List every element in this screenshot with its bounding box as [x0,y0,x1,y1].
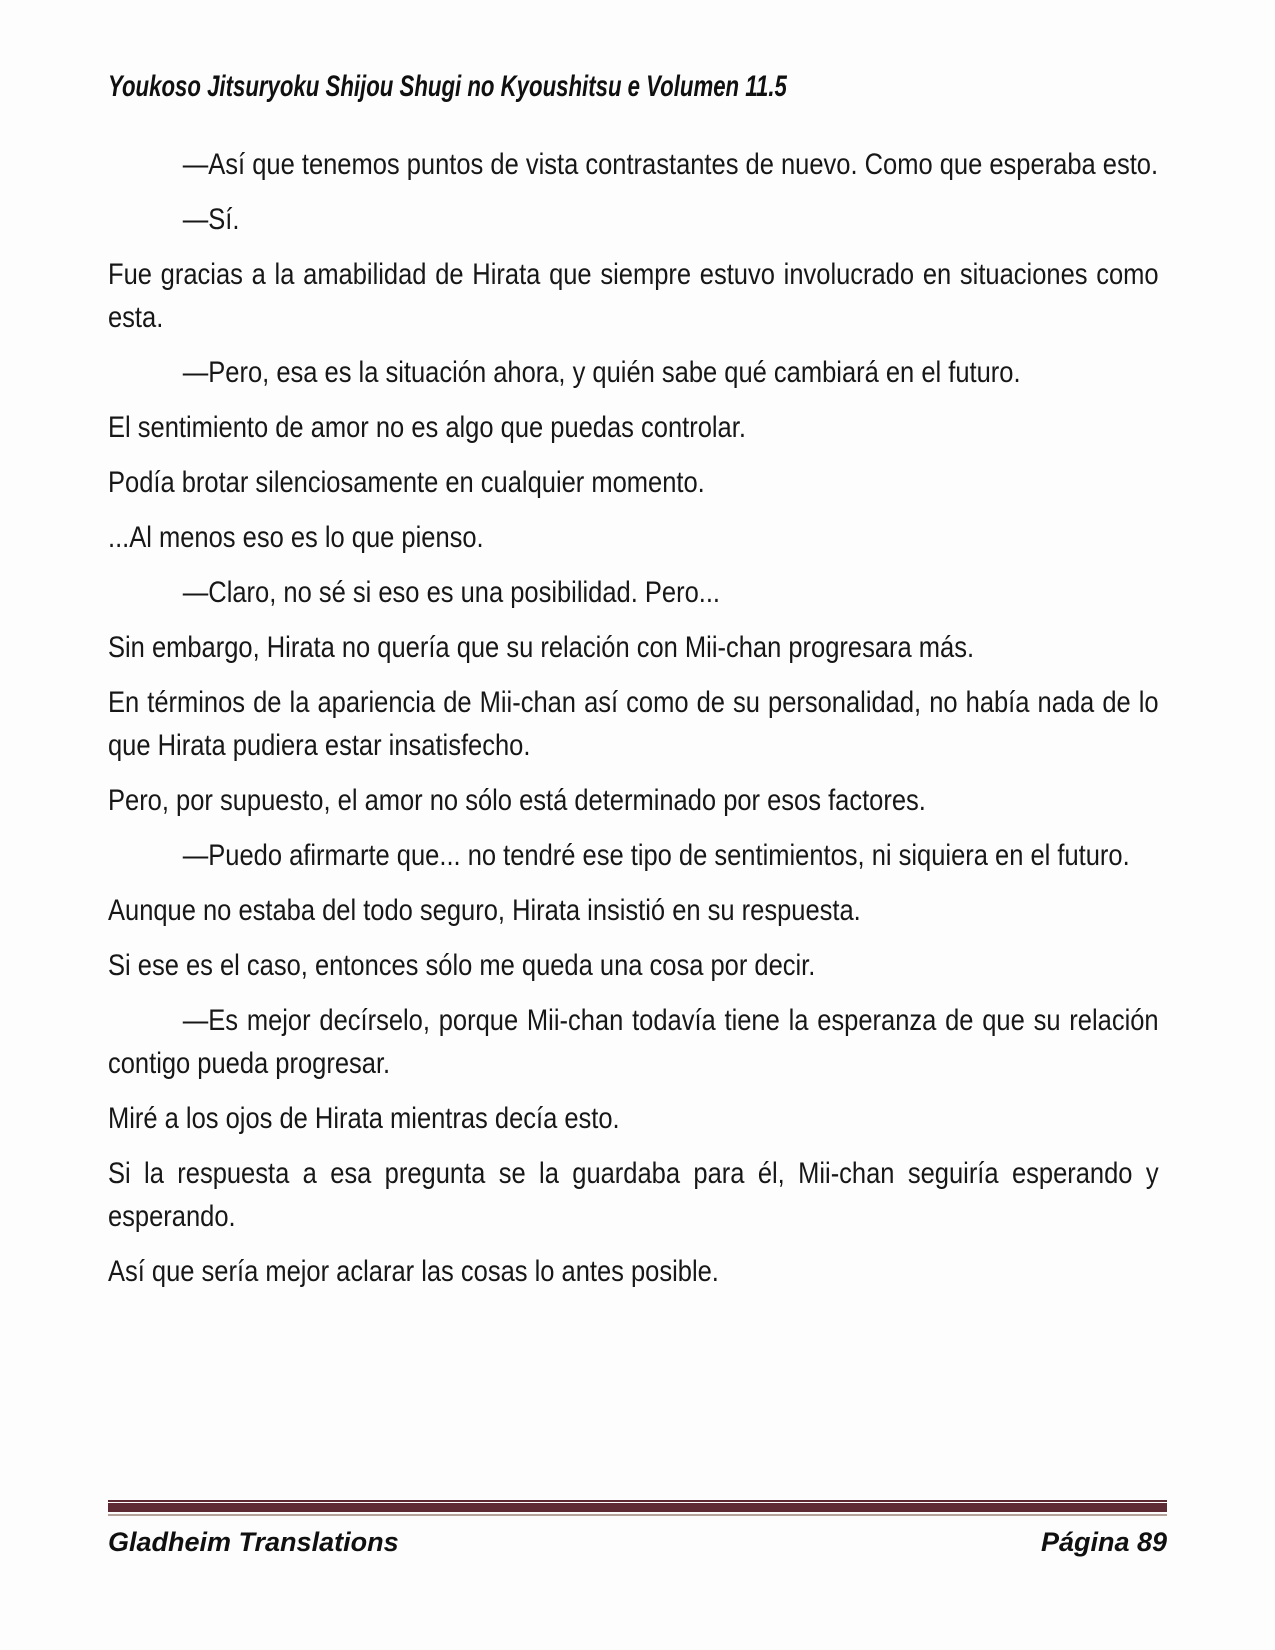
footer-rule-thin-top [108,1500,1167,1502]
footer-text-row [108,1527,1167,1558]
paragraph: Si ese es el caso, entonces sólo me queda una cosa por decir. [108,949,816,982]
page-footer [108,1500,1167,1558]
paragraph: En términos de la apariencia de Mii-chan así como de su personalidad, no había nada de lo que Hirata pudiera estar insatisfecho. [108,686,1159,762]
page-title: Youkoso Jitsuryoku Shijou Shugi no Kyoushitsu e Volumen 11.5 [108,70,787,103]
paragraph: —Es mejor decírselo, porque Mii-chan todavía tiene la esperanza de que su relación contigo pueda progresar. [108,1004,1159,1080]
paragraph: Sin embargo, Hirata no quería que su relación con Mii-chan progresara más. [108,631,975,664]
paragraph: —Claro, no sé si eso es una posibilidad. Pero... [182,576,721,609]
paragraph: El sentimiento de amor no es algo que puedas controlar. [108,411,746,444]
footer-rule [108,1500,1167,1516]
page-header [108,70,787,104]
footer-rule-thin-bottom [108,1514,1167,1516]
paragraph: —Así que tenemos puntos de vista contrastantes de nuevo. Como que esperaba esto. [182,148,1159,181]
paragraph: Miré a los ojos de Hirata mientras decía esto. [108,1102,620,1135]
paragraph: Pero, por supuesto, el amor no sólo está determinado por esos factores. [108,784,926,817]
paragraph: Podía brotar silenciosamente en cualquier momento. [108,466,705,499]
paragraph: Aunque no estaba del todo seguro, Hirata insistió en su respuesta. [108,894,861,927]
body-text [108,143,1159,1305]
translator-name: Gladheim Translations [108,1527,399,1557]
paragraph: —Sí. [182,203,240,236]
paragraph: Así que sería mejor aclarar las cosas lo antes posible. [108,1255,719,1288]
paragraph: Si la respuesta a esa pregunta se la guardaba para él, Mii-chan seguiría esperando y esperando. [108,1157,1159,1233]
page-number: Página 89 [1040,1527,1167,1557]
paragraph: —Puedo afirmarte que... no tendré ese tipo de sentimientos, ni siquiera en el futuro. [182,839,1130,872]
paragraph: —Pero, esa es la situación ahora, y quién sabe qué cambiará en el futuro. [182,356,1021,389]
footer-rule-thick [108,1503,1167,1512]
paragraph: ...Al menos eso es lo que pienso. [108,521,484,554]
paragraph: Fue gracias a la amabilidad de Hirata que siempre estuvo involucrado en situaciones como esta. [108,258,1159,334]
